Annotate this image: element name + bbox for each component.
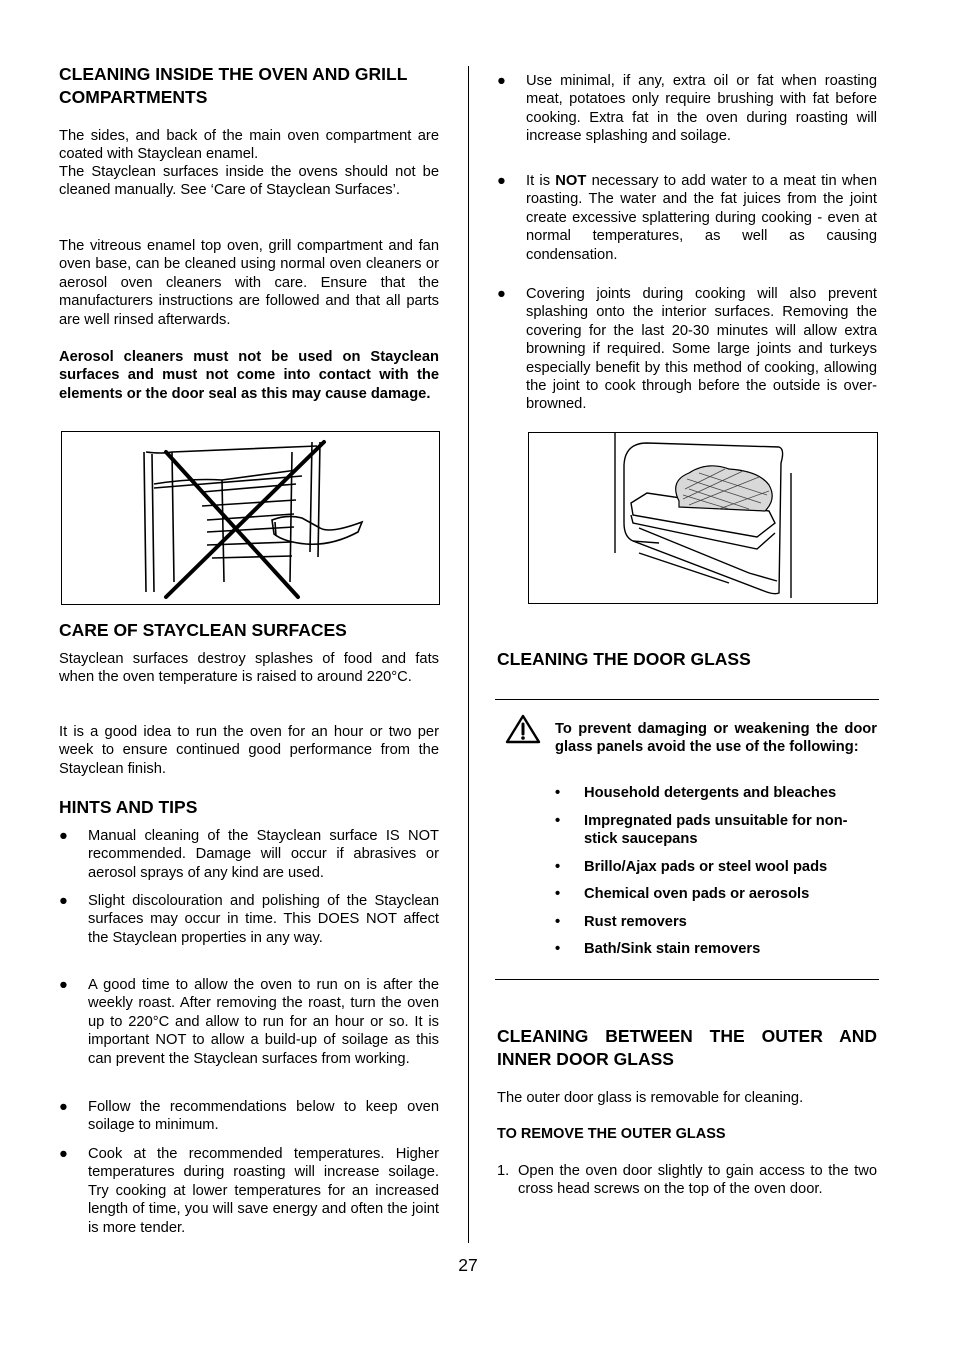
roasting-tip-item: ● It is NOT necessary to add water to a meat tin when roasting. The water and the fat juices from the joint create excessive splattering during cooking - even at normal temperatures, as well as causing condensation. (497, 173, 877, 263)
bullet-dot: ● (59, 893, 68, 909)
heading-between-glass: CLEANING BETWEEN THE OUTER AND INNER DOOR GLASS (497, 1026, 877, 1069)
oven-cleaning-figure (61, 431, 440, 605)
aerosol-warning: Aerosol cleaners must not be used on Stayclean surfaces and must not come into contact with the elements or the door seal as this may cause damage. (59, 349, 439, 402)
bullet-dot: ● (59, 828, 68, 844)
bullet-dot: • (555, 886, 561, 902)
cleaning-inside-p3: The vitreous enamel top oven, grill compartment and fan oven base, can be cleaned using normal oven cleaners or aerosol oven cleaners with care. Ensure that the manufacturers instructions are followed and that all parts are well rinsed afterwards. (59, 238, 439, 328)
heading-cleaning-inside: CLEANING INSIDE THE OVEN AND GRILL COMPARTMENTS (59, 64, 408, 107)
hint-item: ● Manual cleaning of the Stayclean surface IS NOT recommended. Damage will occur if abrasives or aerosol sprays of any kind are used. (59, 828, 439, 881)
cleaning-inside-p1: The sides, and back of the main oven compartment are coated with Stayclean enamel. (59, 128, 439, 163)
warning-list-item: • Brillo/Ajax pads or steel wool pads (555, 859, 828, 875)
roasting-tip-item: ● Use minimal, if any, extra oil or fat when roasting meat, potatoes only require brushing with fat before cooking. Extra fat in the oven during roasting will increase splashing and soilage. (497, 73, 877, 145)
warning-list-item: • Bath/Sink stain removers (555, 941, 761, 957)
warning-top-rule (495, 699, 879, 700)
bullet-dot: • (555, 785, 561, 801)
covered-joint-illustration (529, 433, 876, 602)
step-item: 1. Open the oven door slightly to gain access to the two cross head screws on the top of the oven door. (497, 1163, 877, 1198)
subheading-remove-outer-glass: TO REMOVE THE OUTER GLASS (497, 1126, 726, 1142)
page-number: 27 (458, 1255, 478, 1275)
between-p1: The outer door glass is removable for cleaning. (497, 1090, 804, 1106)
hint-item: ● Slight discolouration and polishing of the Stayclean surfaces may occur in time. This DOES NOT affect the Stayclean properties in any way. (59, 893, 439, 946)
care-p2: It is a good idea to run the oven for an hour or two per week to ensure continued good performance from the Stayclean finish. (59, 724, 439, 777)
bullet-dot: ● (497, 286, 506, 302)
warning-triangle-icon (505, 714, 541, 744)
heading-hints-tips: HINTS AND TIPS (59, 797, 198, 817)
bullet-dot: ● (59, 1099, 68, 1115)
column-divider (468, 66, 469, 1243)
warning-list-item: • Household detergents and bleaches (555, 785, 837, 801)
bullet-dot: ● (59, 1146, 68, 1162)
heading-care-stayclean: CARE OF STAYCLEAN SURFACES (59, 620, 347, 640)
bullet-dot: ● (497, 173, 506, 189)
bullet-dot: • (555, 859, 561, 875)
warning-list-item: • Rust removers (555, 914, 687, 930)
door-glass-warning-intro: To prevent damaging or weakening the door glass panels avoid the use of the following: (555, 721, 877, 756)
covered-joint-figure (528, 432, 878, 604)
hint-item: ● Follow the recommendations below to keep oven soilage to minimum. (59, 1099, 439, 1134)
bullet-dot: • (555, 813, 561, 829)
bullet-dot: • (555, 941, 561, 957)
heading-door-glass: CLEANING THE DOOR GLASS (497, 649, 751, 669)
warning-bottom-rule (495, 979, 879, 980)
oven-crossed-illustration (62, 432, 438, 603)
hint-item: ● A good time to allow the oven to run on is after the weekly roast. After removing the roast, turn the oven up to 220°C and allow to run for an hour or so. It is important NOT to allow a build-up of soilage as this can prevent the Stayclean surfaces from working. (59, 977, 439, 1067)
warning-list-item: • Chemical oven pads or aerosols (555, 886, 810, 902)
bullet-dot: • (555, 914, 561, 930)
step-number: 1. (497, 1163, 510, 1179)
roasting-tip-item: ● Covering joints during cooking will also prevent splashing onto the interior surfaces. Removing the covering for the last 20-30 minutes will allow extra browning if required. Some large joints and turkeys especially benefit by this method of cooking, allowing the joint to cook through before the outside is over-browned. (497, 286, 877, 413)
care-p1: Stayclean surfaces destroy splashes of food and fats when the oven temperature is raised to around 220°C. (59, 651, 439, 686)
warning-list-item: • Impregnated pads unsuitable for non-stick saucepans (555, 813, 848, 848)
bullet-dot: ● (59, 977, 68, 993)
hint-item: ● Cook at the recommended temperatures. Higher temperatures during roasting will increase soilage. Try cooking at lower temperatures for an increased length of time, you will save energy and often the joint is more tender. (59, 1146, 439, 1236)
bullet-dot: ● (497, 73, 506, 89)
cleaning-inside-p2: The Stayclean surfaces inside the ovens should not be cleaned manually. See ‘Care of Stayclean Surfaces’. (59, 164, 439, 199)
